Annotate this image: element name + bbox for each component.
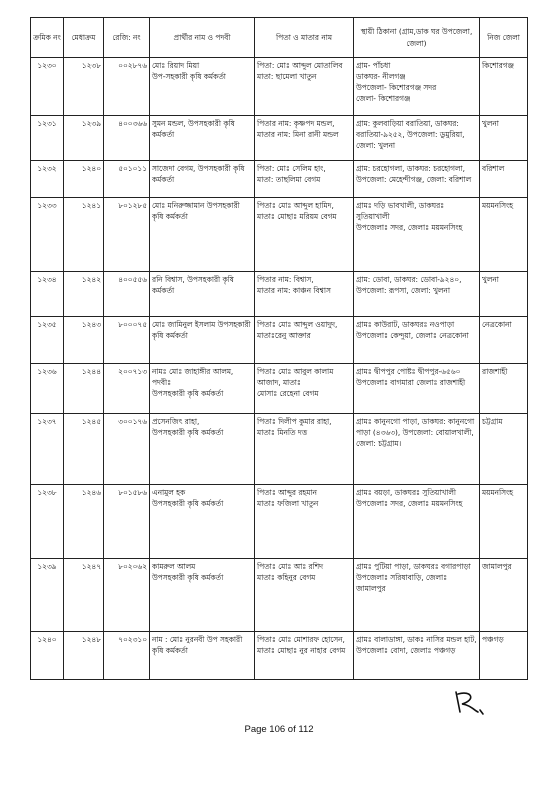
header-parents: পিতা ও মাতার নাম xyxy=(255,18,354,58)
address-cell xyxy=(354,317,480,364)
reg-cell: ৪০০৫৫৬ xyxy=(104,272,150,317)
district-cell: নেত্রকোনা xyxy=(480,317,528,364)
candidate-table xyxy=(30,17,528,680)
address-cell-line: গ্রামঃ কাউরাট, ডাকঘরঃ নওপাড়া xyxy=(356,320,455,329)
serial-cell: ১২৩১ xyxy=(31,116,64,161)
page-footer: Page 106 of 112 xyxy=(244,724,314,735)
district-cell: ময়মনসিংহ xyxy=(480,198,528,272)
parents-cell xyxy=(255,317,354,364)
merit-cell: ১২৪০ xyxy=(64,161,104,198)
parents-cell-line: মোসাঃ রেহেনা বেগম xyxy=(257,389,319,399)
name-post-cell-line: রনি বিশ্বাস, উপসহকারী কৃষি কর্মকর্তা xyxy=(152,275,234,296)
serial-cell: ১২৩২ xyxy=(31,161,64,198)
parents-cell-line: পিতাঃ মোঃ আবুল কালাম আজাদ, মাতাঃ xyxy=(257,367,334,388)
merit-cell: ১২৪৮ xyxy=(64,632,104,680)
header-address: স্থায়ী ঠিকানা (গ্রাম,ডাক ঘর উপজেলা, জেলা) xyxy=(354,18,480,58)
name-post-cell-line: এনামুল হক xyxy=(152,488,186,497)
name-post-cell xyxy=(150,58,255,116)
district-cell: খুলনা xyxy=(480,116,528,161)
address-cell-line: গ্রামঃ কানুনগো পাড়া, ডাকঘর: কানুনগো পাড়া (৪৩৬৩), উপজেলা: বোয়ালখালী, জেলা: চট্টগ্রাম। xyxy=(356,417,475,449)
address-cell-line: গ্রামঃ দ্বীপপুর পোষ্টঃ দ্বীপপুর-৬৫৬০ xyxy=(356,367,461,376)
name-post-cell-line: মোঃ মনিরুজ্জামান উপসহকারী কৃষি কর্মকর্তা xyxy=(152,201,240,222)
address-cell xyxy=(354,58,480,116)
serial-cell: ১২৩৭ xyxy=(31,414,64,485)
parents-cell xyxy=(255,116,354,161)
parents-cell-line: পিতাঃ মোঃ মোশারফ হোসেন, মাতাঃ মোছাঃ নুর নাহার বেগম xyxy=(257,635,346,656)
reg-cell: ৫০১০১১ xyxy=(104,161,150,198)
reg-cell: ৮০০০৭৫ xyxy=(104,317,150,364)
address-cell-line: উপজেলাঃ সদর, জেলাঃ ময়মনসিংহ xyxy=(356,223,463,233)
address-cell xyxy=(354,272,480,317)
parents-cell-line: পিতা: মোঃ আব্দুল মোতালিব xyxy=(257,61,343,70)
district-cell: বরিশাল xyxy=(480,161,528,198)
address-cell-line: গ্রাম: ডোবা, ডাকঘর: ডোবা-৯২৪০, xyxy=(356,275,462,284)
district-cell: জামালপুর xyxy=(480,559,528,632)
merit-cell: ১২৪৩ xyxy=(64,317,104,364)
header-name-post: প্রার্থীর নাম ও পদবী xyxy=(150,18,255,58)
reg-cell: ২০০৭১৩ xyxy=(104,364,150,414)
name-post-cell xyxy=(150,161,255,198)
address-cell-line: গ্রামঃ পুটিয়া পাড়া, ডাকঘরঃ বগারপাড়া xyxy=(356,562,471,571)
address-cell xyxy=(354,485,480,559)
district-cell: রাজশাহী xyxy=(480,364,528,414)
parents-cell-line: পিতাঃ মোঃ আঃ রশিদ xyxy=(257,562,323,571)
name-post-cell-line: উপসহকারী কৃষি কর্মকর্তা xyxy=(152,573,224,583)
merit-cell: ১২৪৬ xyxy=(64,485,104,559)
serial-cell: ১২৪০ xyxy=(31,632,64,680)
address-cell-line: ডাকঘর- নীলগঞ্জ xyxy=(356,72,406,82)
name-post-cell xyxy=(150,272,255,317)
district-cell: ময়মনসিংহ xyxy=(480,485,528,559)
parents-cell xyxy=(255,272,354,317)
address-cell-line: গ্রাম: কুলবাড়িয়া বরাতিয়া, ডাকঘর: বরাতিয়া-৯২৫২, উপজেলা: ডুমুরিয়া, জেলা: খুলনা xyxy=(356,119,465,151)
name-post-cell-line: মোঃ জামিনুল ইসলাম উপসহকারী কৃষি কর্মকর্তা xyxy=(152,320,251,341)
reg-cell: ৩০০১৭৬ xyxy=(104,414,150,485)
table-row xyxy=(31,632,528,680)
table-row xyxy=(31,161,528,198)
address-cell xyxy=(354,116,480,161)
reg-cell: ০০২৮৭৬ xyxy=(104,58,150,116)
address-cell-line: উপজেলাঃ বাগমারা জেলাঃ রাজশাহী xyxy=(356,378,466,388)
parents-cell-line: মাতাঃ মিনতি দত্ত xyxy=(257,428,308,438)
parents-cell-line: মাতার নাম: মিনা রানী মন্ডল xyxy=(257,130,339,140)
name-post-cell xyxy=(150,116,255,161)
name-post-cell-line: নামঃ মোঃ জাহাঙ্গীর আলম, পদবীঃ xyxy=(152,367,234,388)
parents-cell-line: পিতা: মোঃ সেলিম হাং, xyxy=(257,164,326,173)
parents-cell-line: পিতাঃ মোঃ আব্দুল ওয়াদুদ, মাতাঃরেনু আক্তার xyxy=(257,320,338,341)
parents-cell-line: পিতাঃ দিলীপ কুমার রাহা, xyxy=(257,417,332,426)
parents-cell xyxy=(255,161,354,198)
address-cell xyxy=(354,161,480,198)
merit-cell: ১২৩৯ xyxy=(64,116,104,161)
signature-mark xyxy=(450,688,490,718)
name-post-cell-line: উপসহকারী কৃষি কর্মকর্তা xyxy=(152,499,224,509)
parents-cell xyxy=(255,485,354,559)
header-merit: মেধাক্রম xyxy=(64,18,104,58)
header-reg: রেজি: নং xyxy=(104,18,150,58)
reg-cell: ৪০০৩৬৬ xyxy=(104,116,150,161)
address-cell-line: গ্রাম: চরহোগলা, ডাকঘর: চরহোগলা, xyxy=(356,164,465,173)
parents-cell xyxy=(255,58,354,116)
serial-cell: ১২৩০ xyxy=(31,58,64,116)
reg-cell: ৭০২৩১০ xyxy=(104,632,150,680)
parents-cell-line: পিতাঃ আব্দুর রহমান xyxy=(257,488,317,497)
parents-cell-line: পিতাঃ মোঃ আব্দুল হামিদ, মাতাঃ মোছাঃ মরিয়ম বেগম xyxy=(257,201,337,222)
address-cell xyxy=(354,198,480,272)
district-cell: চট্টগ্রাম xyxy=(480,414,528,485)
address-cell-line: উপজেলাঃ কেন্দুয়া, জেলাঃ নেত্রকোনা xyxy=(356,331,469,341)
name-post-cell-line: উপসহকারী কৃষি কর্মকর্তা xyxy=(152,389,224,399)
parents-cell xyxy=(255,414,354,485)
name-post-cell-line: সাজেদা বেগম, উপসহকারী কৃষি কর্মকর্তা xyxy=(152,164,245,185)
address-cell xyxy=(354,364,480,414)
address-cell-line: গ্রামঃ বালাডাঙ্গা, ডাকঃ নাসির মন্ডল হাট, উপজেলাঃ বোদা, জেলাঃ পঞ্চগড় xyxy=(356,635,477,656)
address-cell-line: গ্রাম- পাঁচধা xyxy=(356,61,391,70)
parents-cell-line: মাতা: তাছলিমা বেগম xyxy=(257,175,321,185)
name-post-cell xyxy=(150,559,255,632)
parents-cell-line: মাতাঃ ফজিলা খাতুন xyxy=(257,499,319,509)
merit-cell: ১২৪৭ xyxy=(64,559,104,632)
name-post-cell xyxy=(150,632,255,680)
address-cell-line: উপজেলা: মেহেন্দীগঞ্জ, জেলা: বরিশাল xyxy=(356,175,472,185)
reg-cell: ৮০১৫৮৬ xyxy=(104,485,150,559)
parents-cell xyxy=(255,198,354,272)
parents-cell-line: মাতা: ছামেলা খাতুন xyxy=(257,72,317,82)
merit-cell: ১২৪৫ xyxy=(64,414,104,485)
address-cell-line: উপজেলাঃ সদর, জেলাঃ ময়মনসিংহ xyxy=(356,499,463,509)
table-row xyxy=(31,485,528,559)
serial-cell: ১২৩৮ xyxy=(31,485,64,559)
name-post-cell xyxy=(150,198,255,272)
merit-cell: ১২৩৮ xyxy=(64,58,104,116)
name-post-cell xyxy=(150,364,255,414)
reg-cell: ৮০২০৬২ xyxy=(104,559,150,632)
serial-cell: ১২৩৬ xyxy=(31,364,64,414)
name-post-cell-line: কামরুল আলম xyxy=(152,562,196,571)
merit-cell: ১২৪১ xyxy=(64,198,104,272)
parents-cell xyxy=(255,632,354,680)
parents-cell xyxy=(255,364,354,414)
table-row xyxy=(31,364,528,414)
name-post-cell xyxy=(150,485,255,559)
merit-cell: ১২৪৪ xyxy=(64,364,104,414)
address-cell xyxy=(354,414,480,485)
district-cell: কিশোরগঞ্জ xyxy=(480,58,528,116)
parents-cell-line: মাতাঃ কহিনুর বেগম xyxy=(257,573,316,583)
table-row xyxy=(31,317,528,364)
address-cell-line: জেলা- কিশোরগঞ্জ xyxy=(356,94,411,104)
name-post-cell-line: উপ-সহকারী কৃষি কর্মকর্তা xyxy=(152,72,226,82)
serial-cell: ১২৩৩ xyxy=(31,198,64,272)
table-row xyxy=(31,272,528,317)
reg-cell: ৮০১২৮৫ xyxy=(104,198,150,272)
parents-cell-line: পিতার নাম: বিশ্বাস, xyxy=(257,275,314,284)
address-cell-line: উপজেলাঃ সরিষাবাড়ি, জেলাঃ জামালপুর xyxy=(356,573,448,594)
name-post-cell-line: উপসহকারী কৃষি কর্মকর্তা xyxy=(152,428,224,438)
parents-cell xyxy=(255,559,354,632)
table-row xyxy=(31,414,528,485)
address-cell xyxy=(354,632,480,680)
address-cell-line: গ্রামঃ দড়ি ভাবখালী, ডাকঘরঃ সুতিয়াখালী xyxy=(356,201,445,222)
name-post-cell-line: নাম : মোঃ নুরনবী উপ সহকারী কৃষি কর্মকর্তা xyxy=(152,635,243,656)
table-row xyxy=(31,116,528,161)
address-cell-line: উপজেলা: রূপসা, জেলা: খুলনা xyxy=(356,286,450,296)
address-cell-line: গ্রামঃ বয়ড়া, ডাকঘরঃ সুতিয়াখালী xyxy=(356,488,456,497)
serial-cell: ১২৩৯ xyxy=(31,559,64,632)
name-post-cell xyxy=(150,317,255,364)
serial-cell: ১২৩৪ xyxy=(31,272,64,317)
table-row xyxy=(31,58,528,116)
parents-cell-line: মাতার নাম: কাঞ্চন বিশ্বাস xyxy=(257,286,331,296)
serial-cell: ১২৩৫ xyxy=(31,317,64,364)
table-row xyxy=(31,198,528,272)
header-row xyxy=(31,18,528,58)
name-post-cell-line: সুমন মন্ডল, উপসহকারী কৃষি কর্মকর্তা xyxy=(152,119,235,140)
name-post-cell-line: প্রসেনজিৎ রাহা, xyxy=(152,417,200,426)
address-cell-line: উপজেলা- কিশোরগঞ্জ সদর xyxy=(356,83,437,93)
district-cell: খুলনা xyxy=(480,272,528,317)
table-row xyxy=(31,559,528,632)
header-serial: ক্রমিক নং xyxy=(31,18,64,58)
name-post-cell xyxy=(150,414,255,485)
district-cell: পঞ্চগড় xyxy=(480,632,528,680)
parents-cell-line: পিতার নাম: কৃষ্ণপদ মন্ডল, xyxy=(257,119,335,128)
name-post-cell-line: মোঃ রিয়াদ মিয়া xyxy=(152,61,200,70)
merit-cell: ১২৪২ xyxy=(64,272,104,317)
address-cell xyxy=(354,559,480,632)
header-district: নিজ জেলা xyxy=(480,18,528,58)
